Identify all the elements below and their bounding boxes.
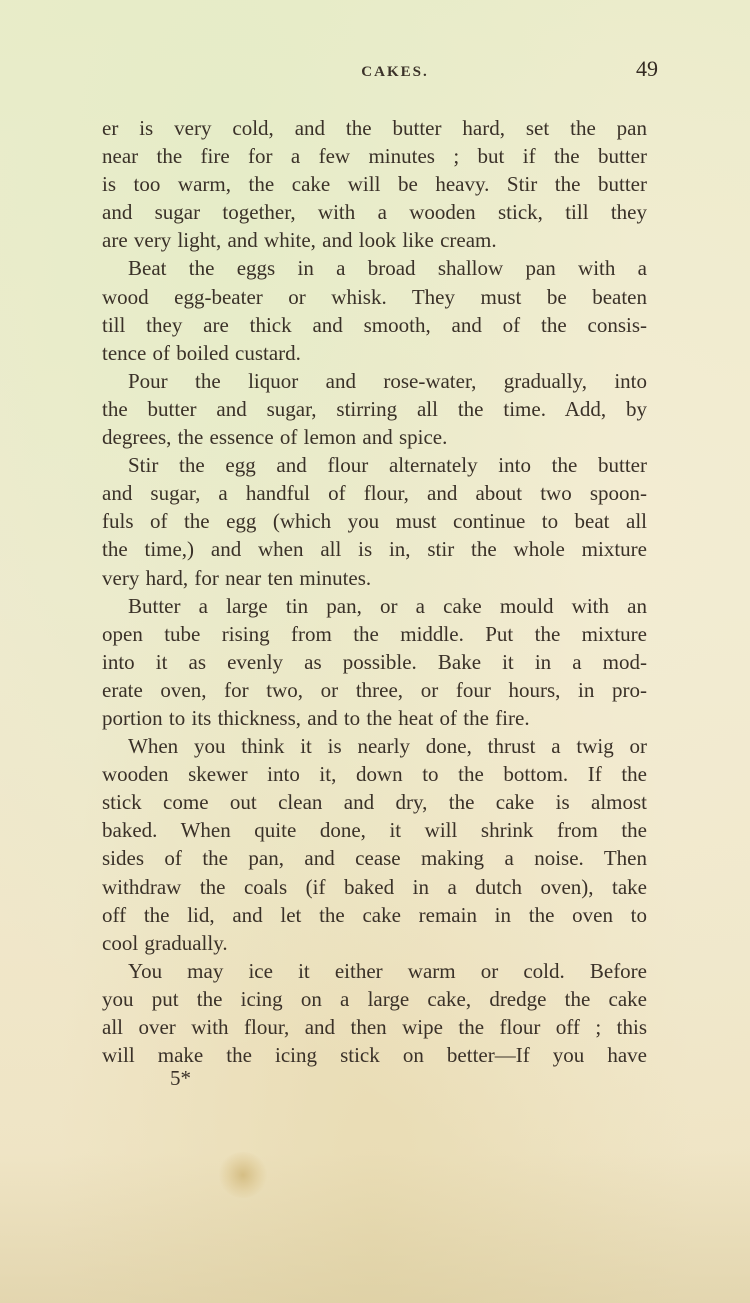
signature-mark: 5* bbox=[170, 1066, 191, 1090]
page-shadow bbox=[0, 1153, 750, 1303]
text-line: wooden skewer into it, down to the bottom. If the bbox=[102, 762, 647, 787]
text-line: into it as evenly as possible. Bake it in a mod- bbox=[102, 649, 647, 674]
text-line: the butter and sugar, stirring all the time. Add, by bbox=[102, 396, 647, 421]
text-line: wood egg-beater or whisk. They must be beaten bbox=[102, 284, 647, 309]
running-head: CAKES. bbox=[361, 64, 429, 80]
text-line: Butter a large tin pan, or a cake mould with an bbox=[128, 593, 647, 618]
text-line: cool gradually. bbox=[102, 930, 228, 955]
text-line: fuls of the egg (which you must continue to beat all bbox=[102, 509, 647, 534]
text-line: is too warm, the cake will be heavy. Stir the butter bbox=[102, 172, 647, 197]
text-line: off the lid, and let the cake remain in the oven to bbox=[102, 902, 647, 927]
text-line: till they are thick and smooth, and of the consis- bbox=[102, 312, 647, 337]
text-line: are very light, and white, and look like cream. bbox=[102, 228, 497, 253]
paper-stain bbox=[218, 1152, 268, 1198]
text-line: portion to its thickness, and to the heat of the fire. bbox=[102, 705, 530, 730]
page-number: 49 bbox=[636, 56, 658, 81]
page-header bbox=[100, 56, 660, 90]
text-line: Pour the liquor and rose-water, gradually, into bbox=[128, 368, 647, 393]
text-line: baked. When quite done, it will shrink from the bbox=[102, 818, 647, 843]
text-line: withdraw the coals (if baked in a dutch oven), take bbox=[102, 874, 647, 899]
text-line: Beat the eggs in a broad shallow pan with a bbox=[128, 256, 647, 281]
text-line: degrees, the essence of lemon and spice. bbox=[102, 425, 448, 450]
text-line: will make the icing stick on better—If you have bbox=[102, 1043, 647, 1068]
text-line: When you think it is nearly done, thrust a twig or bbox=[128, 734, 647, 759]
text-line: you put the icing on a large cake, dredge the cake bbox=[102, 986, 647, 1011]
text-line: tence of boiled custard. bbox=[102, 340, 301, 365]
text-line: erate oven, for two, or three, or four hours, in pro- bbox=[102, 677, 647, 702]
text-line: near the fire for a few minutes ; but if the butter bbox=[102, 144, 647, 169]
text-line: er is very cold, and the butter hard, set the pan bbox=[102, 116, 647, 140]
text-line: the time,) and when all is in, stir the whole mixture bbox=[102, 537, 647, 562]
text-line: and sugar, a handful of flour, and about two spoon- bbox=[102, 481, 647, 506]
text-line: open tube rising from the middle. Put the mixture bbox=[102, 621, 647, 646]
text-line: and sugar together, with a wooden stick, till they bbox=[102, 200, 647, 225]
text-line: sides of the pan, and cease making a noise. Then bbox=[102, 846, 647, 871]
text-line: very hard, for near ten minutes. bbox=[102, 565, 372, 590]
text-line: stick come out clean and dry, the cake is almost bbox=[102, 790, 647, 815]
text-line: Stir the egg and flour alternately into the butter bbox=[128, 453, 647, 478]
text-line: You may ice it either warm or cold. Before bbox=[128, 958, 647, 983]
text-line: all over with flour, and then wipe the flour off ; this bbox=[102, 1015, 647, 1039]
body-text bbox=[102, 114, 647, 1069]
